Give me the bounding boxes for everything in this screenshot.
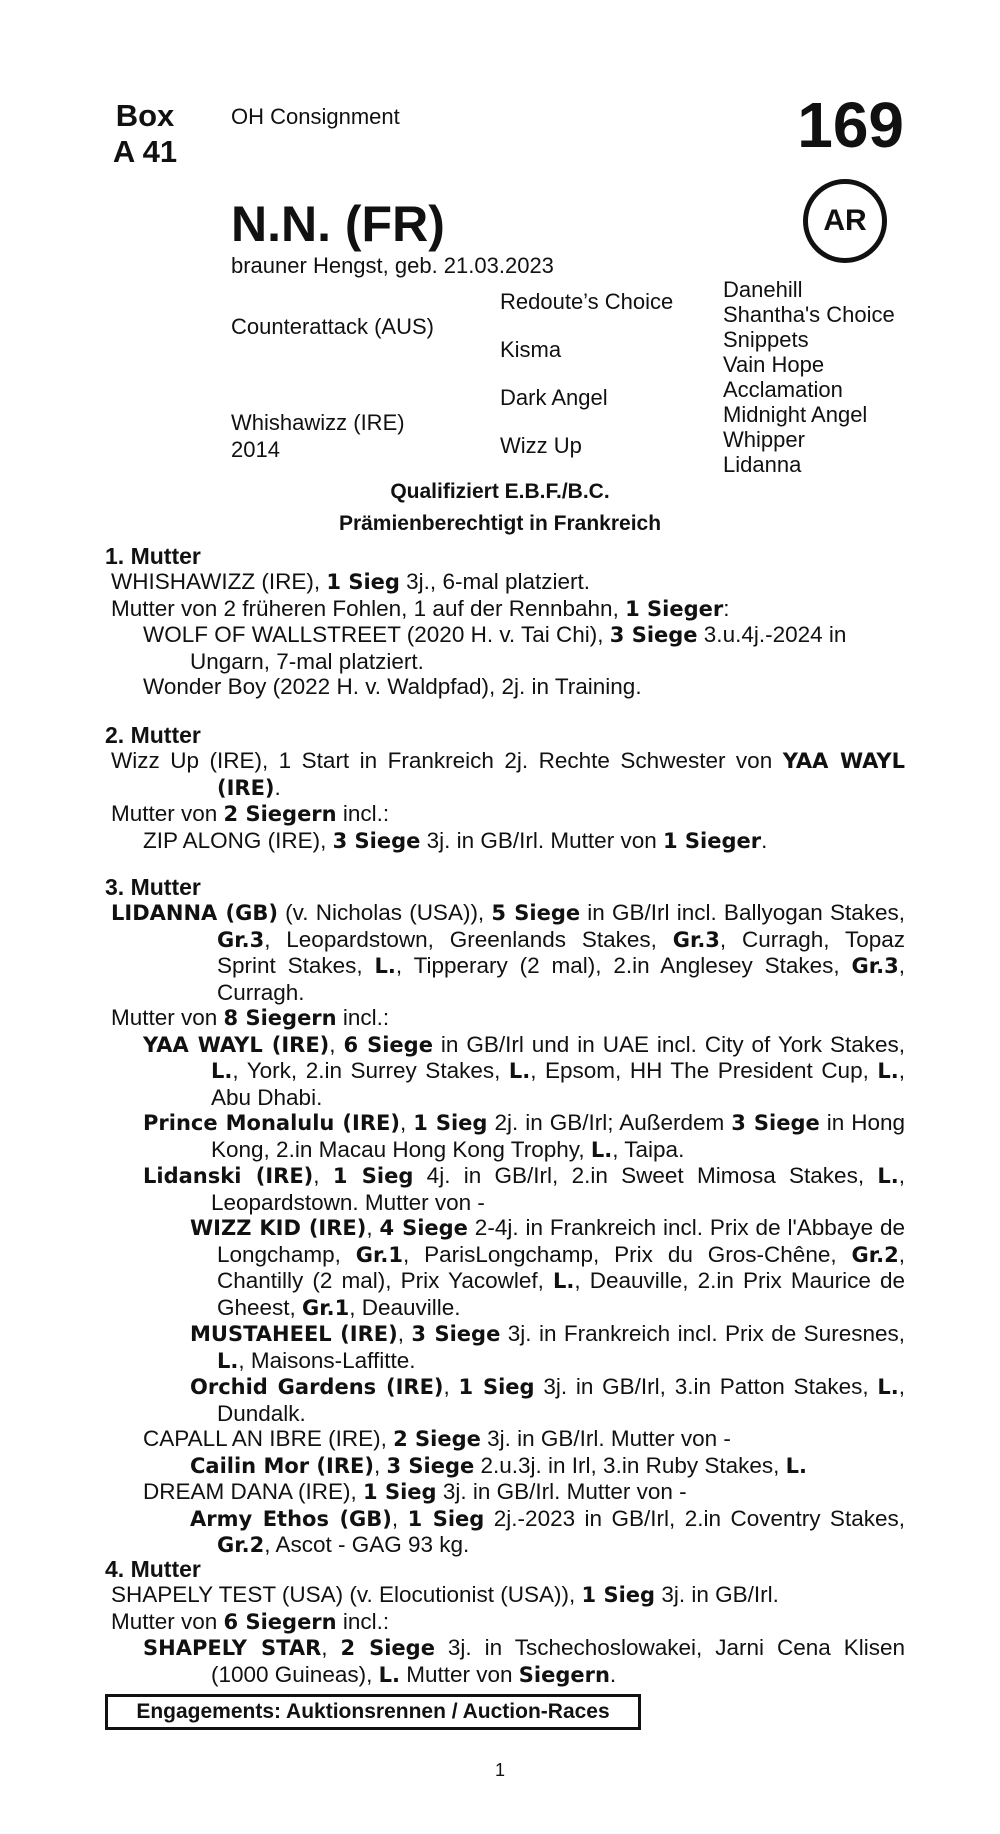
box-info [105,98,185,170]
pedigree-dam-sire: Dark Angel [500,385,608,410]
horse-name: N.N. (FR) [231,196,445,252]
ar-badge [803,179,887,263]
pedigree-g3-item: Vain Hope [723,352,825,377]
section-mutter-2 [105,722,905,854]
pedigree-dam: Whishawizz (IRE) [231,410,405,435]
pedigree-g3-item: Acclamation [723,377,843,402]
offspring-entry: WOLF OF WALLSTREET (2020 H. v. Tai Chi), 3 Siege 3.u.4j.-2024 in Ungarn, 7-mal platziert. [143,622,847,674]
page-number: 1 [494,1760,505,1780]
lot-number: 169 [797,89,904,161]
dam-line: SHAPELY TEST (USA) (v. Elocutionist (USA)), 1 Sieg 3j. in GB/Irl. [111,1582,779,1607]
box-number: A 41 [112,134,178,169]
box-label: Box [115,98,175,133]
pedigree-dam-year: 2014 [231,437,280,462]
section-header: 3. Mutter [105,874,201,900]
offspring-entry: ZIP ALONG (IRE), 3 Siege 3j. in GB/Irl. Mutter von 1 Sieger. [143,827,768,853]
pedigree-g3-item: Danehill [723,277,803,302]
qualification-line-2: Prämienberechtigt in Frankreich [338,512,662,535]
offspring-entry: Lidanski (IRE), 1 Sieg 4j. in GB/Irl, 2.in Sweet Mimosa Stakes, L., Leopardstown. Mutter von - [143,1163,905,1215]
section-mutter-1 [105,543,905,700]
pedigree-g3-item: Midnight Angel [723,402,868,427]
qualification-line-1: Qualifiziert E.B.F./B.C. [390,480,610,503]
pedigree-sire-dam: Kisma [500,337,562,362]
section-mutter-4 [105,1556,905,1688]
section-header: 2. Mutter [105,722,201,748]
ar-badge-label: AR [823,204,867,237]
section-mutter-3 [105,874,905,1559]
pedigree-g3-list [723,277,895,477]
pedigree-g3-item: Whipper [723,427,805,452]
engagements-label: Engagements: Auktionsrennen / Auction-Races [136,1700,610,1723]
offspring-entry: YAA WAYL (IRE), 6 Siege in GB/Irl und in UAE incl. City of York Stakes, L., York, 2.in Surrey Stakes, L., Epsom, HH The President Cup, L., Abu Dhabi. [143,1031,905,1110]
pedigree-sire-sire: Redoute’s Choice [500,289,674,314]
dam-line: LIDANNA (GB) (v. Nicholas (USA)), 5 Siege in GB/Irl incl. Ballyogan Stakes, Gr.3, Leopardstown, Greenlands Stakes, Gr.3, Curragh, Topaz Sprint Stakes, L., Tipperary (2 mal), 2.in Anglesey Stakes, Gr.3, Curragh. [111,900,906,1005]
grand-offspring-entry: WIZZ KID (IRE), 4 Siege 2-4j. in Frankreich incl. Prix de l'Abbaye de Longchamp, Gr.1, ParisLongchamp, Prix du Gros-Chêne, Gr.2, Chantilly (2 mal), Prix Yacowlef, L., Deauville, 2.in Prix Maurice de Gheest, Gr.1, Deauville. [190,1215,905,1320]
produce-summary: Mutter von 2 Siegern incl.: [111,801,390,826]
consignment: OH Consignment [231,104,400,129]
dam-line: Wizz Up (IRE), 1 Start in Frankreich 2j. Rechte Schwester von YAA WAYL (IRE). [111,748,905,800]
section-header: 4. Mutter [105,1556,201,1582]
offspring-entry: SHAPELY STAR, 2 Siege 3j. in Tschechoslowakei, Jarni Cena Klisen (1000 Guineas), L. Mutter von Siegern. [143,1635,905,1687]
section-header: 1. Mutter [105,543,201,569]
grand-offspring-entry: MUSTAHEEL (IRE), 3 Siege 3j. in Frankreich incl. Prix de Suresnes, L., Maisons-Laffitte. [190,1321,905,1373]
offspring-entry: CAPALL AN IBRE (IRE), 2 Siege 3j. in GB/Irl. Mutter von - [143,1426,731,1451]
grand-offspring-entry: Army Ethos (GB), 1 Sieg 2j.-2023 in GB/Irl, 2.in Coventry Stakes, Gr.2, Ascot - GAG 93 kg. [190,1505,905,1557]
offspring-entry: DREAM DANA (IRE), 1 Sieg 3j. in GB/Irl. Mutter von - [143,1479,687,1504]
produce-summary: Mutter von 8 Siegern incl.: [111,1005,390,1030]
pedigree-dam-dam: Wizz Up [500,433,582,458]
grand-offspring-entry: Orchid Gardens (IRE), 1 Sieg 3j. in GB/Irl, 3.in Patton Stakes, L., Dundalk. [190,1374,905,1426]
produce-summary: Mutter von 2 früheren Fohlen, 1 auf der Rennbahn, 1 Sieger: [111,595,730,621]
pedigree-g3-item: Shantha's Choice [723,302,895,327]
offspring-entry: Prince Monalulu (IRE), 1 Sieg 2j. in GB/Irl; Außerdem 3 Siege in Hong Kong, 2.in Macau Hong Kong Trophy, L., Taipa. [143,1110,905,1162]
pedigree-g3-item: Snippets [723,327,809,352]
produce-summary: Mutter von 6 Siegern incl.: [111,1608,390,1634]
offspring-entry: Wonder Boy (2022 H. v. Waldpfad), 2j. in Training. [143,674,642,699]
grand-offspring-entry: Cailin Mor (IRE), 3 Siege 2.u.3j. in Irl, 3.in Ruby Stakes, L. [190,1452,808,1478]
dam-line: WHISHAWIZZ (IRE), 1 Sieg 3j., 6-mal platziert. [111,569,590,594]
horse-description: brauner Hengst, geb. 21.03.2023 [231,253,554,278]
pedigree-g3-item: Lidanna [723,452,802,477]
pedigree-sire: Counterattack (AUS) [231,314,434,339]
engagements-box [105,1694,641,1730]
